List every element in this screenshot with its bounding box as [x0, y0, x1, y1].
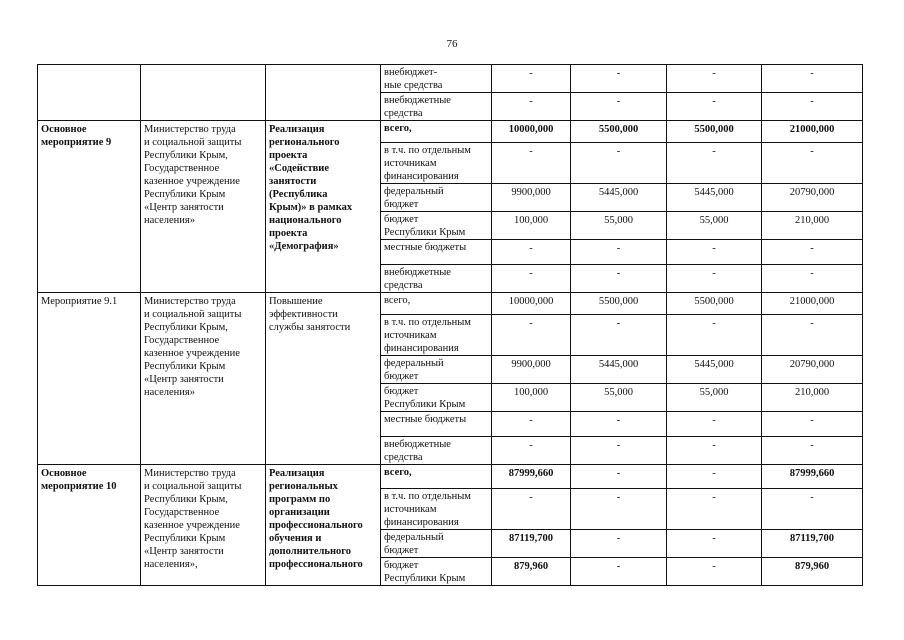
funding-source-label: федеральный бюджет	[381, 356, 492, 384]
amount-cell: -	[667, 437, 762, 465]
amount-cell: -	[492, 315, 571, 356]
amount-cell: -	[667, 558, 762, 586]
amount-cell: -	[667, 315, 762, 356]
amount-cell: -	[492, 93, 571, 121]
funding-source-label: внебюджет- ные средства	[381, 65, 492, 93]
page-number: 76	[446, 38, 458, 50]
funding-source-label: всего,	[381, 293, 492, 315]
budget-table	[37, 64, 863, 586]
funding-source-label: внебюджетные средства	[381, 437, 492, 465]
amount-cell: 5500,000	[667, 121, 762, 143]
row-executor: Министерство труда и социальной защиты Республики Крым, Государственное казенное учреждение Республики Крым «Центр занятости населения»,	[141, 465, 266, 586]
row-project: Реализация региональных программ по организации профессионального обучения и дополнительного профессионального	[266, 465, 381, 586]
amount-cell: -	[762, 437, 863, 465]
amount-cell: -	[667, 265, 762, 293]
amount-cell: -	[667, 412, 762, 437]
amount-cell: -	[571, 143, 667, 184]
amount-cell: -	[571, 412, 667, 437]
amount-cell: -	[492, 437, 571, 465]
amount-cell: 5500,000	[571, 121, 667, 143]
amount-cell: -	[762, 265, 863, 293]
amount-cell: 21000,000	[762, 293, 863, 315]
amount-cell: -	[571, 65, 667, 93]
row-group-name: Основное мероприятие 10	[38, 465, 141, 586]
amount-cell: 10000,000	[492, 121, 571, 143]
amount-cell: 20790,000	[762, 356, 863, 384]
funding-source-label: федеральный бюджет	[381, 530, 492, 558]
funding-source-label: внебюджетные средства	[381, 265, 492, 293]
amount-cell: 9900,000	[492, 356, 571, 384]
funding-source-label: в т.ч. по отдельным источникам финансирования	[381, 143, 492, 184]
amount-cell: -	[762, 489, 863, 530]
amount-cell: 5500,000	[667, 293, 762, 315]
amount-cell: -	[492, 65, 571, 93]
amount-cell: 5445,000	[667, 356, 762, 384]
amount-cell: -	[762, 93, 863, 121]
amount-cell: -	[571, 93, 667, 121]
amount-cell: 210,000	[762, 212, 863, 240]
amount-cell: -	[762, 65, 863, 93]
row-project: Реализация регионального проекта «Содействие занятости (Республика Крым)» в рамках национального проекта «Демография»	[266, 121, 381, 293]
amount-cell: -	[492, 489, 571, 530]
amount-cell: 87119,700	[762, 530, 863, 558]
amount-cell: -	[571, 265, 667, 293]
amount-cell: 5445,000	[571, 356, 667, 384]
amount-cell: 55,000	[571, 212, 667, 240]
amount-cell: -	[571, 465, 667, 489]
funding-source-label: местные бюджеты	[381, 240, 492, 265]
amount-cell: -	[492, 240, 571, 265]
amount-cell: -	[571, 530, 667, 558]
row-executor: Министерство труда и социальной защиты Республики Крым, Государственное казенное учреждение Республики Крым «Центр занятости населения»	[141, 293, 266, 465]
amount-cell: -	[492, 143, 571, 184]
amount-cell: -	[571, 489, 667, 530]
amount-cell: -	[762, 240, 863, 265]
amount-cell: -	[571, 558, 667, 586]
amount-cell: 100,000	[492, 384, 571, 412]
funding-source-label: бюджет Республики Крым	[381, 558, 492, 586]
amount-cell: 9900,000	[492, 184, 571, 212]
amount-cell: 210,000	[762, 384, 863, 412]
amount-cell: 20790,000	[762, 184, 863, 212]
table-row	[38, 121, 863, 143]
amount-cell: -	[492, 412, 571, 437]
amount-cell: 55,000	[667, 212, 762, 240]
amount-cell: 5500,000	[571, 293, 667, 315]
amount-cell: 5445,000	[667, 184, 762, 212]
funding-source-label: бюджет Республики Крым	[381, 212, 492, 240]
row-group-name: Мероприятие 9.1	[38, 293, 141, 465]
row-project	[266, 65, 381, 121]
amount-cell: 5445,000	[571, 184, 667, 212]
row-group-name	[38, 65, 141, 121]
amount-cell: -	[492, 265, 571, 293]
amount-cell: -	[667, 489, 762, 530]
funding-source-label: федеральный бюджет	[381, 184, 492, 212]
row-group-name: Основное мероприятие 9	[38, 121, 141, 293]
table-row	[38, 65, 863, 93]
amount-cell: 10000,000	[492, 293, 571, 315]
amount-cell: -	[667, 143, 762, 184]
amount-cell: 55,000	[667, 384, 762, 412]
amount-cell: -	[571, 315, 667, 356]
amount-cell: -	[667, 465, 762, 489]
amount-cell: 879,960	[762, 558, 863, 586]
amount-cell: -	[571, 240, 667, 265]
amount-cell: -	[667, 530, 762, 558]
amount-cell: -	[762, 315, 863, 356]
amount-cell: -	[667, 93, 762, 121]
amount-cell: -	[667, 240, 762, 265]
amount-cell: 100,000	[492, 212, 571, 240]
funding-source-label: в т.ч. по отдельным источникам финансирования	[381, 315, 492, 356]
funding-source-label: в т.ч. по отдельным источникам финансирования	[381, 489, 492, 530]
amount-cell: -	[762, 143, 863, 184]
row-executor: Министерство труда и социальной защиты Республики Крым, Государственное казенное учреждение Республики Крым «Центр занятости населения»	[141, 121, 266, 293]
table-row	[38, 293, 863, 315]
amount-cell: 87999,660	[762, 465, 863, 489]
amount-cell: 55,000	[571, 384, 667, 412]
amount-cell: 87119,700	[492, 530, 571, 558]
amount-cell: -	[571, 437, 667, 465]
amount-cell: -	[667, 65, 762, 93]
table-row	[38, 465, 863, 489]
row-executor	[141, 65, 266, 121]
row-project: Повышение эффективности службы занятости	[266, 293, 381, 465]
funding-source-label: всего,	[381, 465, 492, 489]
funding-source-label: внебюджетные средства	[381, 93, 492, 121]
funding-source-label: местные бюджеты	[381, 412, 492, 437]
amount-cell: 87999,660	[492, 465, 571, 489]
amount-cell: 879,960	[492, 558, 571, 586]
amount-cell: 21000,000	[762, 121, 863, 143]
amount-cell: -	[762, 412, 863, 437]
funding-source-label: бюджет Республики Крым	[381, 384, 492, 412]
funding-source-label: всего,	[381, 121, 492, 143]
